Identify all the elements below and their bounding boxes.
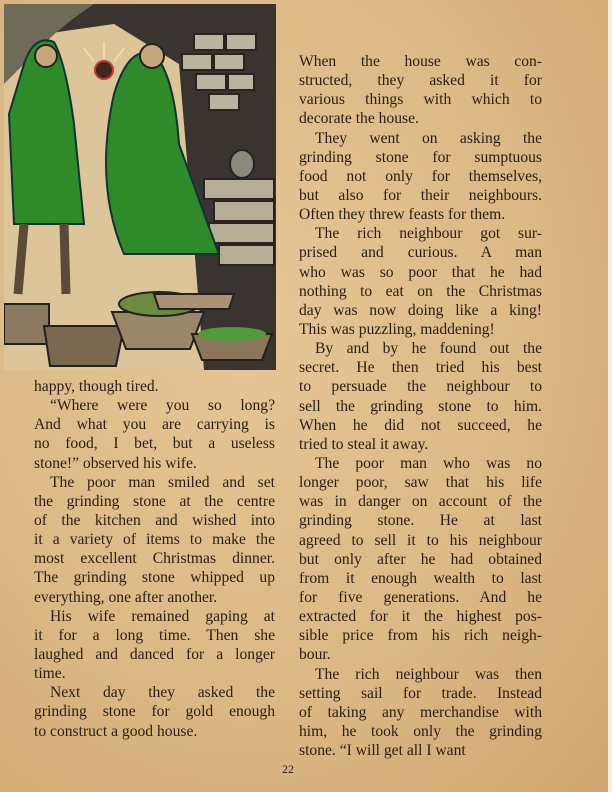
text-line: from it enough wealth to last xyxy=(299,569,542,587)
page-number: 22 xyxy=(282,762,294,776)
paragraph xyxy=(299,339,542,454)
text-line: day was now doing like a king! xyxy=(299,301,542,319)
paragraph xyxy=(34,473,275,607)
text-line: to persuade the neighbour to xyxy=(299,378,542,396)
paragraph xyxy=(34,683,275,740)
glowing-grinding-stone xyxy=(95,61,113,79)
text-line: grinding stone for gold enough xyxy=(34,703,275,721)
text-line: it for a long time. Then she xyxy=(34,626,275,644)
text-line: The poor man who was no xyxy=(315,454,542,472)
story-illustration xyxy=(4,4,276,370)
text-line: When he did not succeed, he xyxy=(299,416,542,434)
right-text-column xyxy=(299,52,542,760)
text-line: sible price from his rich neigh- xyxy=(299,627,542,645)
text-line: him, he took only the grinding xyxy=(299,722,542,740)
text-line: longer poor, saw that his life xyxy=(299,474,542,492)
text-line: They went on asking the xyxy=(315,129,542,147)
text-line: structed, they asked it for xyxy=(299,72,542,90)
text-line: time. xyxy=(34,665,66,683)
paragraph xyxy=(299,454,542,665)
text-line: no food, I bet, but a useless xyxy=(34,435,275,453)
text-line: most excellent Christmas dinner. xyxy=(34,550,275,568)
text-line: grinding stone. He at last xyxy=(299,512,542,530)
text-line: but only after he had obtained xyxy=(299,550,542,568)
text-line: The rich neighbour was then xyxy=(315,665,542,683)
text-line: who was so poor that he had xyxy=(299,263,542,281)
text-line: sell the grinding stone to him. xyxy=(299,397,542,415)
text-line: laughed and danced for a longer xyxy=(34,645,275,663)
paragraph xyxy=(299,665,542,761)
text-line: secret. He then tried his best xyxy=(299,359,542,377)
paragraph xyxy=(299,129,542,225)
text-line: food not only for themselves, xyxy=(299,167,542,185)
text-line: it a variety of items to make the xyxy=(34,531,275,549)
text-line: for five generations. And he xyxy=(299,588,542,606)
text-line: grinding stone for sumptuous xyxy=(299,148,542,166)
text-line: tried to steal it away. xyxy=(299,435,429,453)
text-line: everything, one after another. xyxy=(34,588,218,606)
paragraph xyxy=(34,396,275,473)
text-line: of the kitchen and wished into xyxy=(34,511,275,529)
text-line: When the house was con- xyxy=(299,53,542,70)
page-edge xyxy=(608,0,612,792)
text-line: The rich neighbour got sur- xyxy=(315,225,542,243)
text-line: bour. xyxy=(299,646,331,664)
text-line: decorate the house. xyxy=(299,110,419,128)
text-line: the grinding stone at the centre xyxy=(34,492,275,510)
text-line: of taking any merchandise with xyxy=(299,703,542,721)
text-line: various things with which to xyxy=(299,91,542,109)
text-line: Often they threw feasts for them. xyxy=(299,206,506,224)
text-line: The grinding stone whipped up xyxy=(34,569,275,587)
text-line: stone. “I will get all I want xyxy=(299,742,466,760)
text-line: “Where were you so long? xyxy=(50,397,275,415)
text-line: This was puzzling, maddening! xyxy=(299,320,495,338)
pot-icon xyxy=(230,150,254,178)
paragraph xyxy=(34,377,275,396)
text-line: By and by he found out the xyxy=(315,340,542,358)
text-line: The poor man smiled and set xyxy=(50,473,275,491)
text-line: happy, though tired. xyxy=(34,378,159,395)
text-line: His wife remained gaping at xyxy=(50,607,275,625)
paragraph xyxy=(299,52,542,129)
text-line: setting sail for trade. Instead xyxy=(299,684,542,702)
text-line: to construct a good house. xyxy=(34,722,198,740)
text-line: nothing to eat on the Christmas xyxy=(299,282,542,300)
text-line: but also for their neighbours. xyxy=(299,186,542,204)
text-line: prised and curious. A man xyxy=(299,244,542,262)
text-line: And what you are carrying is xyxy=(34,416,275,434)
text-line: Next day they asked the xyxy=(50,684,275,702)
left-text-column xyxy=(34,377,275,741)
text-line: stone!” observed his wife. xyxy=(34,454,197,472)
text-line: agreed to sell it to his neighbour xyxy=(299,531,542,549)
text-line: was in danger on account of the xyxy=(299,493,542,511)
text-line: extracted for it the highest pos- xyxy=(299,608,542,626)
paragraph xyxy=(299,224,542,339)
paragraph xyxy=(34,607,275,684)
